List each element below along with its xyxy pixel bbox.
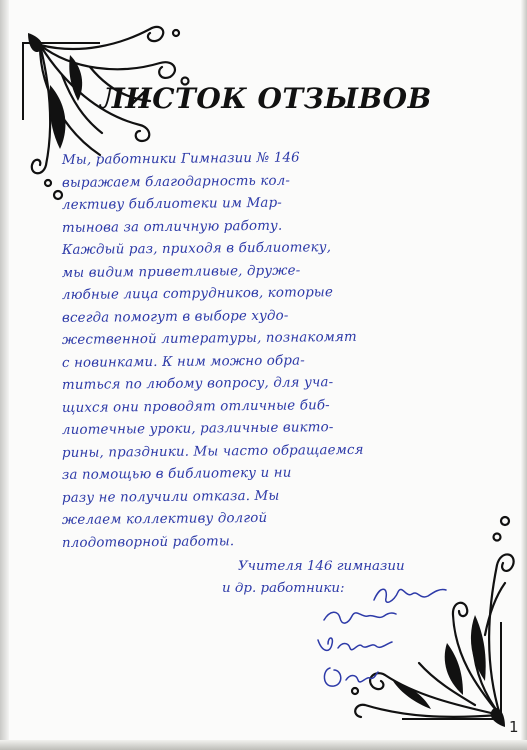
letter-line: за помощью в библиотеку и ни	[61, 465, 292, 483]
letter-line: разу не получили отказа. Мы	[61, 488, 280, 506]
signature-caption-line: Учителя 146 гимназии	[238, 559, 405, 574]
letter-line: мы видим приветливые, друже-	[61, 263, 301, 281]
handwritten-signature-4	[320, 662, 380, 692]
letter-line: плодотворной работы.	[61, 533, 235, 551]
letter-line: лективу библиотеки им Мар-	[61, 195, 283, 213]
handwritten-signature-2	[318, 604, 398, 630]
letter-line: с новинками. К ним можно обра-	[61, 352, 305, 371]
letter-line: Каждый раз, приходя в библиотеку,	[61, 240, 332, 258]
page-edge-left	[0, 0, 9, 750]
signature-caption-line: и др. работники:	[222, 581, 345, 596]
letter-line: титься по любому вопросу, для уча-	[61, 375, 334, 393]
letter-line: щихся они проводят отличные биб-	[61, 397, 330, 416]
page-number: 1	[509, 718, 519, 736]
letter-line: Мы, работники Гимназии № 146	[61, 150, 300, 168]
page-edge-bottom	[0, 740, 527, 750]
letter-body	[62, 150, 527, 555]
page-title: ЛИСТОК ОТЗЫВОВ	[100, 82, 432, 115]
handwritten-signature-3	[314, 630, 404, 658]
letter-line: любные лица сотрудников, которые	[61, 285, 334, 303]
letter-line: выражаем благодарность кол-	[61, 173, 291, 191]
letter-line: лиотечные уроки, различные викто-	[61, 420, 334, 438]
letter-line: желаем коллективу долгой	[61, 510, 268, 528]
letter-line: жественной литературы, познакомят	[61, 329, 357, 348]
letter-line: всегда помогут в выборе худо-	[61, 308, 289, 326]
signature-block	[222, 556, 488, 600]
letter-line: тынова за отличную работу.	[61, 218, 283, 236]
letter-line: рины, праздники. Мы часто обращаемся	[61, 442, 364, 461]
